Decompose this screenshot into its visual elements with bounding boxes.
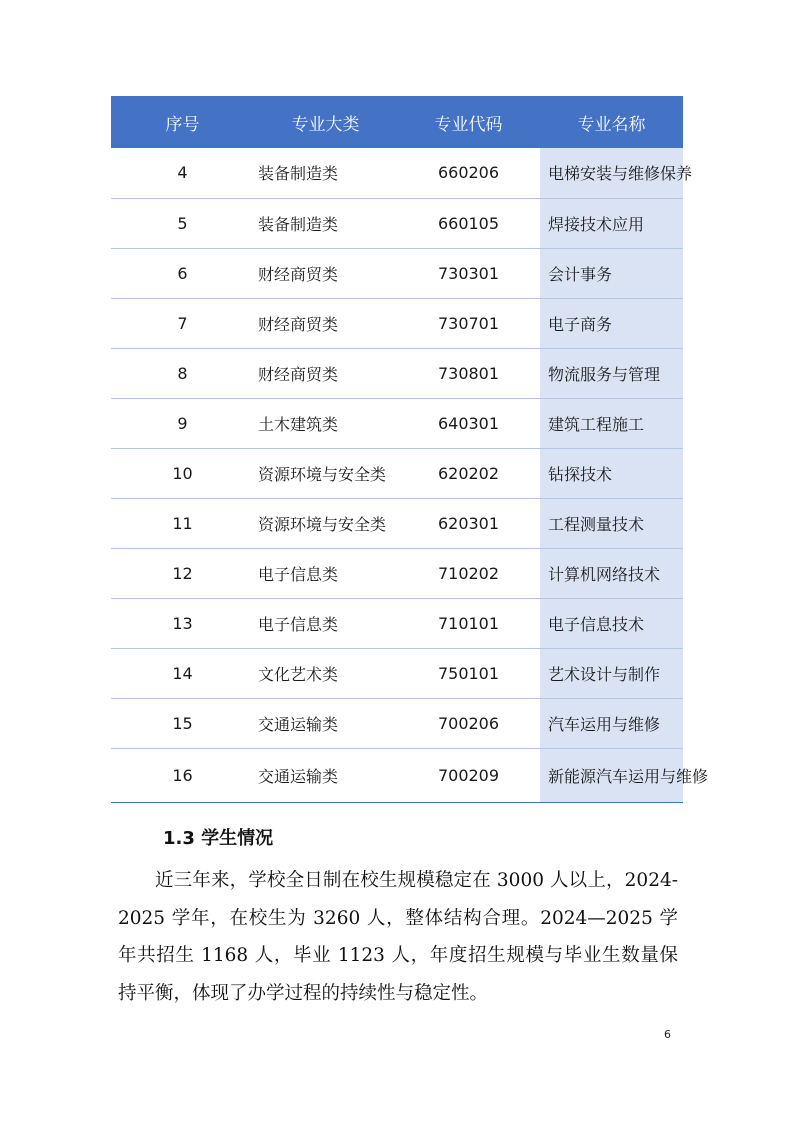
cell-major-name: 电子信息技术 <box>540 598 683 648</box>
cell-major-name: 工程测量技术 <box>540 498 683 548</box>
table-row <box>111 248 683 298</box>
cell-major-name: 电梯安装与维修保养 <box>540 148 683 198</box>
cell-code: 640301 <box>397 398 540 448</box>
cell-code: 710101 <box>397 598 540 648</box>
cell-index: 5 <box>111 198 254 248</box>
cell-category: 交通运输类 <box>254 748 397 802</box>
cell-code: 730701 <box>397 298 540 348</box>
cell-index: 15 <box>111 698 254 748</box>
cell-code: 660206 <box>397 148 540 198</box>
cell-index: 12 <box>111 548 254 598</box>
cell-index: 14 <box>111 648 254 698</box>
cell-category: 交通运输类 <box>254 698 397 748</box>
table-row <box>111 398 683 448</box>
table-row <box>111 548 683 598</box>
cell-index: 16 <box>111 748 254 802</box>
table-header <box>111 96 683 148</box>
cell-category: 文化艺术类 <box>254 648 397 698</box>
table-row <box>111 598 683 648</box>
header-category: 专业大类 <box>291 114 360 135</box>
cell-category: 财经商贸类 <box>254 298 397 348</box>
cell-code: 620301 <box>397 498 540 548</box>
cell-category: 电子信息类 <box>254 598 397 648</box>
cell-code: 660105 <box>397 198 540 248</box>
table-row <box>111 298 683 348</box>
cell-category: 财经商贸类 <box>254 248 397 298</box>
cell-category: 资源环境与安全类 <box>254 448 397 498</box>
table-body <box>111 148 709 802</box>
cell-category: 土木建筑类 <box>254 398 397 448</box>
cell-index: 11 <box>111 498 254 548</box>
header-code: 专业代码 <box>434 114 503 135</box>
header-index: 序号 <box>165 114 200 135</box>
cell-major-name: 艺术设计与制作 <box>540 648 683 698</box>
cell-index: 7 <box>111 298 254 348</box>
table-row <box>111 198 683 248</box>
cell-code: 730801 <box>397 348 540 398</box>
cell-major-name: 计算机网络技术 <box>540 548 683 598</box>
section-title: 1.3 学生情况 <box>163 828 274 849</box>
cell-category: 装备制造类 <box>254 198 397 248</box>
cell-category: 财经商贸类 <box>254 348 397 398</box>
majors-table <box>111 96 709 803</box>
table-row <box>111 348 683 398</box>
majors-table-container <box>111 96 709 803</box>
cell-major-name: 焊接技术应用 <box>540 198 683 248</box>
cell-index: 9 <box>111 398 254 448</box>
cell-index: 10 <box>111 448 254 498</box>
cell-major-name: 会计事务 <box>540 248 683 298</box>
cell-index: 6 <box>111 248 254 298</box>
cell-code: 730301 <box>397 248 540 298</box>
cell-major-name: 电子商务 <box>540 298 683 348</box>
cell-code: 750101 <box>397 648 540 698</box>
table-row <box>111 748 683 802</box>
table-row <box>111 648 683 698</box>
cell-major-name: 物流服务与管理 <box>540 348 683 398</box>
table-row <box>111 148 683 198</box>
table-row <box>111 448 683 498</box>
cell-index: 13 <box>111 598 254 648</box>
page-number: 6 <box>664 1028 671 1041</box>
cell-code: 700206 <box>397 698 540 748</box>
cell-index: 8 <box>111 348 254 398</box>
cell-code: 620202 <box>397 448 540 498</box>
cell-category: 电子信息类 <box>254 548 397 598</box>
cell-major-name: 建筑工程施工 <box>540 398 683 448</box>
cell-code: 700209 <box>397 748 540 802</box>
cell-code: 710202 <box>397 548 540 598</box>
cell-category: 资源环境与安全类 <box>254 498 397 548</box>
header-major-name: 专业名称 <box>577 114 646 135</box>
table-row <box>111 698 683 748</box>
table-row <box>111 498 683 548</box>
cell-major-name: 汽车运用与维修 <box>540 698 683 748</box>
cell-major-name: 新能源汽车运用与维修 <box>540 748 683 802</box>
cell-major-name: 钻探技术 <box>540 448 683 498</box>
body-paragraph: 近三年来，学校全日制在校生规模稳定在 3000 人以上，2024-2025 学年，在校生为 3260 人，整体结构合理。2024—2025 学年共招生 1168 人，毕业 1123 人，年度招生规模与毕业生数量保持平衡，体现了办学过程的持续性与稳定性。 <box>118 870 678 1004</box>
cell-index: 4 <box>111 148 254 198</box>
cell-category: 装备制造类 <box>254 148 397 198</box>
header-row <box>111 96 683 148</box>
